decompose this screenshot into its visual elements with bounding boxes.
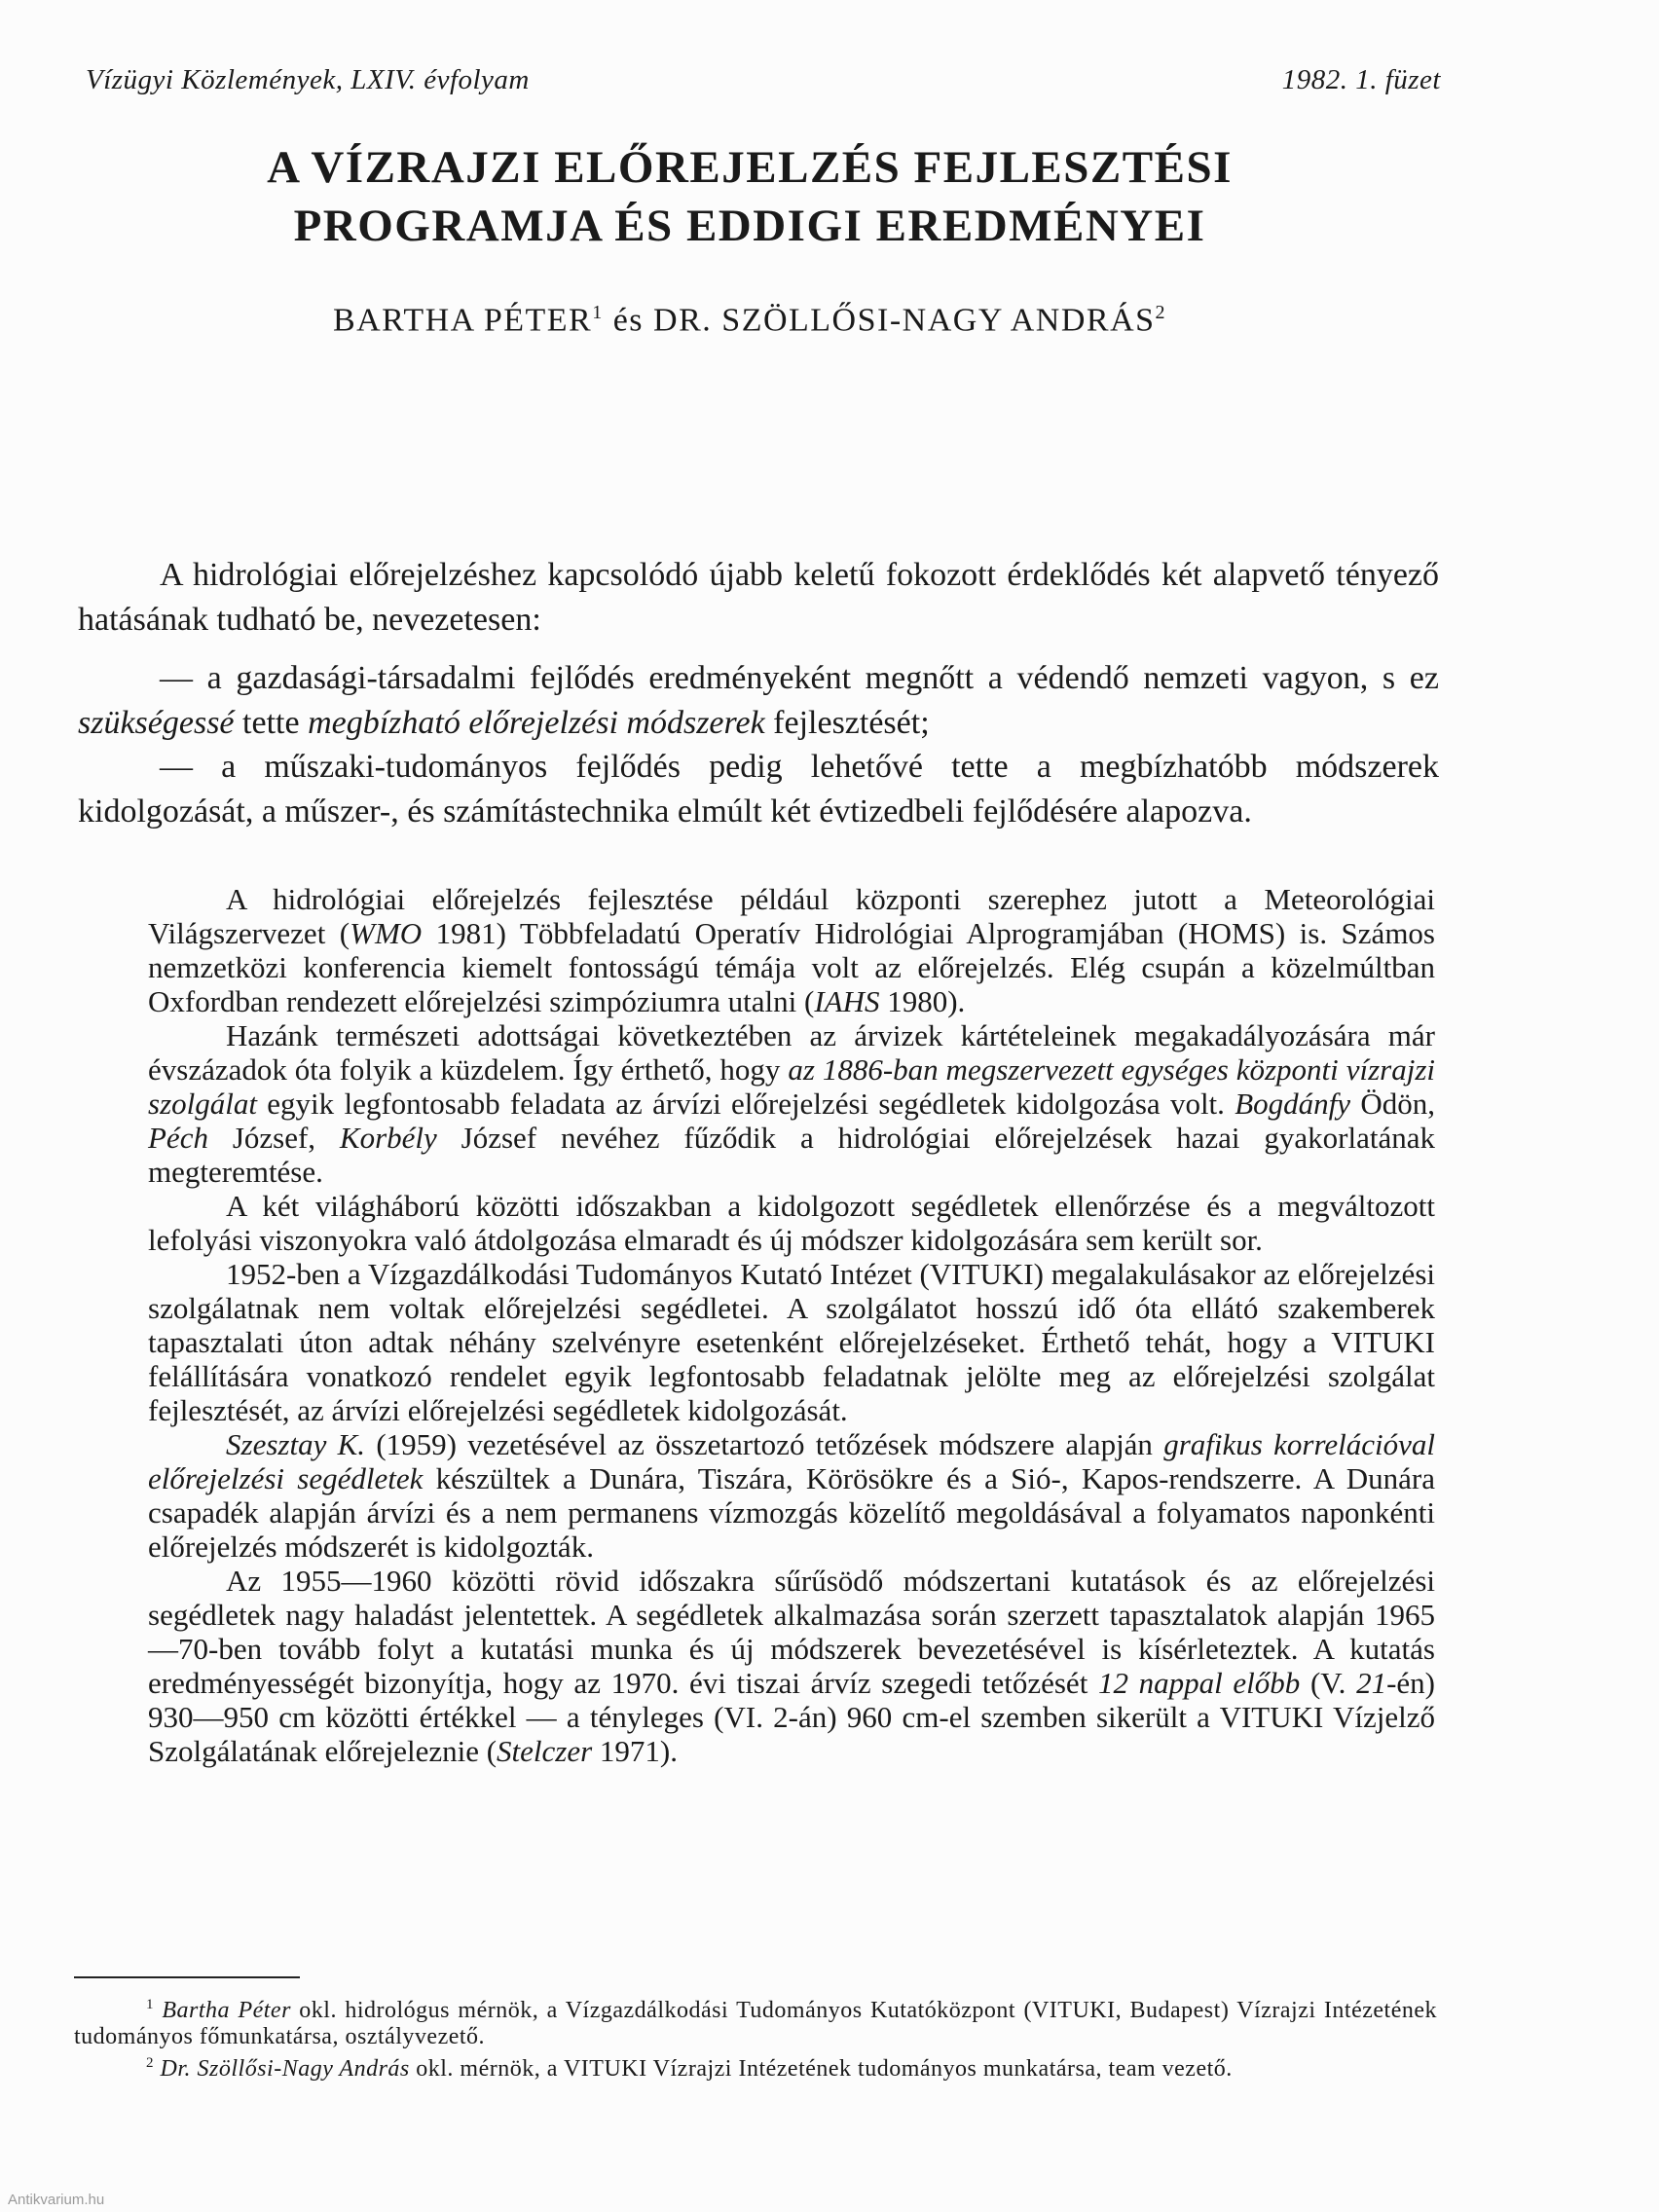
citation-wmo: WMO xyxy=(350,916,423,950)
footnote-text: okl. mérnök, a VITUKI Vízrajzi Intézetének tudományos munkatársa, team vezető. xyxy=(409,2056,1233,2082)
text-run: Ödön, xyxy=(1350,1087,1435,1121)
author-line xyxy=(243,302,1256,339)
article-title xyxy=(243,138,1256,255)
text-run: 1971). xyxy=(592,1734,678,1768)
text-run: -én) 930—950 cm közötti értékkel — a tényleges (VI. 2-án) 960 cm-el szemben sikerült a VITUKI Vízjelző Szolgálatának előrejeleznie ( xyxy=(148,1666,1435,1768)
abstract-point-2: — a műszaki-tudományos fejlődés pedig lehetővé tette a megbízhatóbb módszerek kidolgozását, a műszer-, és számítástechnika elmúlt két évtizedbeli fejlődésére alapozva. xyxy=(78,749,1439,830)
paragraph-3: A két világháború közötti időszakban a kidolgozott segédletek ellenőrzése és a megváltozott lefolyási viszonyokra való átdolgozása elmaradt és új módszer kidolgozására sem került sor. xyxy=(148,1189,1435,1257)
italic-run: az 1886-ban megszervezett egységes központi vízrajzi szolgálat xyxy=(148,1052,1435,1121)
text-run: fejlesztését; xyxy=(764,704,930,741)
text-run: tette xyxy=(234,704,309,741)
running-header xyxy=(86,64,1441,96)
abstract-point-1 xyxy=(78,656,1439,745)
paragraph-4: 1952-ben a Vízgazdálkodási Tudományos Kutató Intézet (VITUKI) megalakulásakor az előrejelzési szolgálatnak nem voltak előrejelzési segédletei. A szolgálatot hosszú idő óta ellátó szakemberek tapasztalati úton adtak néhány szelvényre esetenként előrejelzéseket. Érthető tehát, hogy a VITUKI felállítására vonatkozó rendelet egyik legfontosabb feladatnak jelölte meg az előrejelzési szolgálat fejlesztését, az árvízi előrejelzési segédletek kidolgozását. xyxy=(148,1257,1435,1427)
text-run: Hazánk természeti adottságai következtében az árvizek kártételeinek megakadályozására már évszázadok óta folyik a küzdelem. Így érthető, hogy xyxy=(148,1018,1435,1087)
text-run: (V. xyxy=(1300,1666,1357,1700)
name-stelczer: Stelczer xyxy=(497,1734,593,1768)
body-text xyxy=(148,882,1435,1768)
author-1-footnote-ref: 1 xyxy=(592,302,604,323)
name-pech: Péch xyxy=(148,1121,208,1155)
author-2: DR. SZÖLLŐSI-NAGY ANDRÁS xyxy=(653,302,1156,339)
abstract-intro: A hidrológiai előrejelzéshez kapcsolódó újabb keletű fokozott érdeklődés két alapvető tényező hatásának tudható be, nevezetesen: xyxy=(78,557,1439,638)
citation-iahs: IAHS xyxy=(814,984,880,1018)
footnote-1 xyxy=(74,1992,1437,2050)
title-line-2: PROGRAMJA ÉS EDDIGI EREDMÉNYEI xyxy=(293,201,1206,251)
italic-run: szükségessé xyxy=(78,704,235,741)
footnote-name: Dr. Szöllősi-Nagy András xyxy=(160,2056,410,2082)
text-run: A hidrológiai előrejelzés fejlesztése például központi szerephez jutott a Meteorológiai Világszervezet ( xyxy=(148,882,1435,950)
footnote-marker: 2 xyxy=(146,2055,154,2071)
italic-run: 21 xyxy=(1356,1666,1387,1700)
name-bogdanfy: Bogdánfy xyxy=(1235,1087,1351,1121)
author-conjunction: és xyxy=(603,302,654,339)
italic-run: megbízható előrejelzési módszerek xyxy=(308,704,765,741)
footnote-marker: 1 xyxy=(146,1997,154,2012)
text-run: Az 1955—1960 közötti rövid időszakra sűrűsödő módszertani kutatások és az előrejelzési segédletek nagy haladást jelentettek. A segédletek alkalmazása során szerzett tapasztalatok alapján 1965—70-ben tovább folyt a kutatási munka és új módszerek bevezetésével is kísérleteztek. A kutatás eredményességét bizonyítja, hogy az 1970. évi tiszai árvíz szegedi tetőzését xyxy=(148,1564,1435,1700)
title-line-1: A VÍZRAJZI ELŐREJELZÉS FEJLESZTÉSI xyxy=(267,142,1233,193)
footnotes xyxy=(74,1992,1437,2083)
paragraph-1 xyxy=(148,882,1435,1018)
paragraph-6 xyxy=(148,1564,1435,1768)
text-run: 1981) Többfeladatú Operatív Hidrológiai Alprogramjában (HOMS) is. Számos nemzetközi konferencia kiemelt fontosságú témája volt az előrejelzés. Elég csupán a közelmúltban Oxfordban rendezett előrejelzési szimpóziumra utalni ( xyxy=(148,916,1435,1018)
name-szesztay: Szesztay K. xyxy=(226,1427,366,1461)
journal-name: Vízügyi Közlemények, LXIV. évfolyam xyxy=(86,64,530,95)
issue-number: 1982. 1. füzet xyxy=(1281,64,1441,95)
footnote-divider xyxy=(74,1976,300,1978)
text-run: (1959) vezetésével az összetartozó tetőzések módszere alapján xyxy=(365,1427,1164,1461)
author-1: BARTHA PÉTER xyxy=(332,302,593,339)
paragraph-2 xyxy=(148,1018,1435,1189)
text-run: 1980). xyxy=(879,984,966,1018)
text-run: József nevéhez fűződik a hidrológiai előrejelzések hazai gyakorlatának megteremtése. xyxy=(148,1121,1435,1189)
footnote-text: okl. hidrológus mérnök, a Vízgazdálkodási Tudományos Kutatóközpont (VITUKI, Budapest) Vízrajzi Intézetének tudományos főmunkatársa, osztályvezető. xyxy=(74,1998,1438,2049)
author-2-footnote-ref: 2 xyxy=(1155,302,1167,323)
name-korbely: Korbély xyxy=(339,1121,437,1155)
watermark: Antikvarium.hu xyxy=(8,2192,105,2208)
footnote-2 xyxy=(74,2050,1437,2083)
italic-run: grafikus korrelációval előrejelzési segédletek xyxy=(148,1427,1435,1495)
footnote-name: Bartha Péter xyxy=(162,1998,291,2023)
italic-run: 12 nappal előbb xyxy=(1097,1666,1301,1700)
text-run: — a gazdasági-társadalmi fejlődés eredményeként megnőtt a védendő nemzeti vagyon, s ez xyxy=(160,660,1439,696)
text-run: egyik legfontosabb feladata az árvízi előrejelzési segédletek kidolgozása volt. xyxy=(256,1087,1235,1121)
text-run: készültek a Dunára, Tiszára, Körösökre és a Sió-, Kapos-rendszerre. A Dunára csapadék alapján árvízi és a nem permanens vízmozgás közelítő megoldásával a folyamatos naponkénti előrejelzés módszerét is kidolgozták. xyxy=(148,1461,1435,1564)
abstract xyxy=(78,553,1439,833)
paragraph-5 xyxy=(148,1427,1435,1564)
text-run: József, xyxy=(207,1121,340,1155)
